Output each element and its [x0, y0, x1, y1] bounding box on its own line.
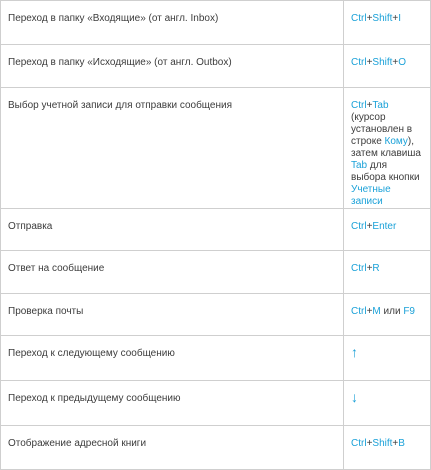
key-separator-text: для выбора кнопки [351, 160, 420, 183]
keys-cell [344, 1, 431, 45]
key-name: Shift [372, 438, 393, 449]
arrow-key-glyph: ↓ [351, 389, 358, 405]
keys-cell [344, 251, 431, 294]
key-name: Tab [351, 160, 368, 171]
action-cell: Переход к следующему сообщению [1, 336, 344, 381]
action-cell: Переход в папку «Входящие» (от англ. Inbox) [1, 1, 344, 45]
key-separator-text: (курсор установлен в строке [351, 112, 413, 147]
key-name: Ctrl [351, 100, 367, 111]
keys-cell [344, 209, 431, 251]
action-cell: Ответ на сообщение [1, 251, 344, 294]
action-cell: Выбор учетной записи для отправки сообщения [1, 88, 344, 209]
key-name: F9 [403, 306, 415, 317]
key-name: Ctrl [351, 221, 367, 232]
key-name: Shift [372, 13, 393, 24]
key-name: Учетные записи [351, 184, 391, 207]
table-row [1, 294, 431, 336]
key-separator-text: + [392, 57, 399, 68]
key-name: B [398, 438, 405, 449]
action-cell: Переход в папку «Исходящие» (от англ. Outbox) [1, 45, 344, 88]
key-name: Enter [372, 221, 397, 232]
key-separator-text: + [366, 263, 373, 274]
key-name: I [398, 13, 402, 24]
keys-cell [344, 336, 431, 381]
arrow-key-glyph: ↑ [351, 344, 358, 360]
key-name: O [398, 57, 407, 68]
table-row [1, 88, 431, 209]
action-cell: Переход к предыдущему сообщению [1, 381, 344, 426]
key-name: M [372, 306, 381, 317]
key-separator-text: ), затем клавиша [351, 136, 421, 159]
key-separator-text: + [366, 221, 373, 232]
keys-cell [344, 45, 431, 88]
table-row [1, 336, 431, 381]
key-separator-text: или [380, 306, 404, 317]
table-row [1, 426, 431, 470]
key-separator-text: + [392, 13, 399, 24]
table-row [1, 1, 431, 45]
key-name: Ctrl [351, 438, 367, 449]
table-row [1, 381, 431, 426]
key-separator-text: + [392, 438, 399, 449]
table-row [1, 209, 431, 251]
key-separator-text: + [366, 100, 373, 111]
keys-cell [344, 381, 431, 426]
key-name: R [372, 263, 380, 274]
key-separator-text: + [366, 57, 373, 68]
keys-cell [344, 426, 431, 470]
key-name: Ctrl [351, 13, 367, 24]
shortcut-table-body [1, 1, 431, 470]
table-row [1, 251, 431, 294]
keys-cell [344, 294, 431, 336]
key-separator-text: + [366, 13, 373, 24]
keys-cell [344, 88, 431, 209]
action-cell: Проверка почты [1, 294, 344, 336]
table-row [1, 45, 431, 88]
action-cell: Отображение адресной книги [1, 426, 344, 470]
action-cell: Отправка [1, 209, 344, 251]
key-name: Ctrl [351, 263, 367, 274]
key-name: Ctrl [351, 306, 367, 317]
key-separator-text: + [366, 438, 373, 449]
key-name: Tab [372, 100, 389, 111]
key-name: Shift [372, 57, 393, 68]
key-name: Кому [384, 136, 408, 147]
key-separator-text: + [366, 306, 373, 317]
key-name: Ctrl [351, 57, 367, 68]
